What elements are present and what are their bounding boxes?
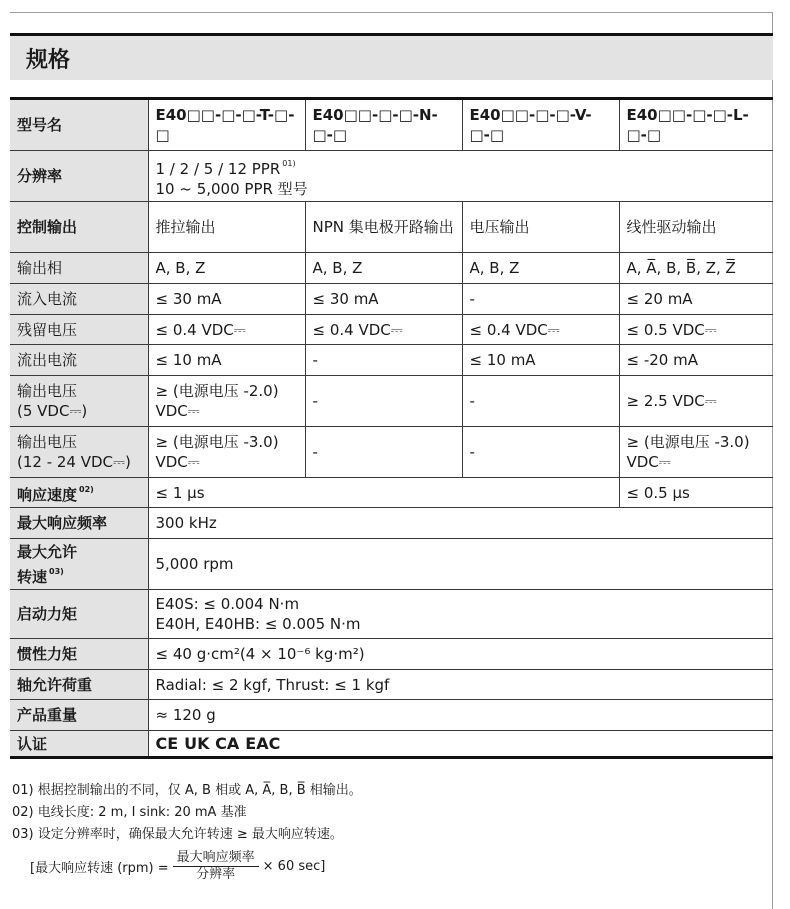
spec-row bbox=[10, 202, 773, 253]
spec-row bbox=[10, 99, 773, 151]
section-heading bbox=[10, 33, 773, 80]
spec-row bbox=[10, 508, 773, 539]
footnote-ref: 01) bbox=[282, 158, 296, 168]
spec-cell bbox=[148, 539, 773, 590]
row-label-text: 残留电压 bbox=[17, 320, 78, 339]
spec-cell bbox=[148, 700, 773, 731]
spec-cell bbox=[148, 427, 305, 478]
cell-text: - bbox=[312, 392, 318, 410]
section-title: 规格 bbox=[26, 48, 71, 73]
spec-cell bbox=[462, 284, 619, 315]
spec-cell bbox=[148, 508, 773, 539]
row-label bbox=[10, 427, 148, 478]
cell-text: ≤ 0.5 VDC⎓ bbox=[626, 320, 717, 339]
spec-cell bbox=[148, 639, 773, 670]
footnote: 01) 根据控制输出的不同，仅 A, B 相或 A, A̅, B, B̅ 相输出。 bbox=[12, 783, 362, 798]
spec-row bbox=[10, 539, 773, 590]
cell-text: - bbox=[469, 443, 475, 461]
spec-cell bbox=[462, 253, 619, 284]
spec-row bbox=[10, 478, 773, 508]
cell-text: E40□□-□-□-V-□-□ bbox=[469, 106, 592, 144]
row-label-text: 输出相 bbox=[17, 259, 63, 277]
spec-row bbox=[10, 315, 773, 345]
spec-cell bbox=[619, 345, 773, 376]
spec-cell bbox=[148, 151, 773, 202]
row-label-text: 控制输出 bbox=[17, 218, 78, 236]
cell-text: 线性驱动输出 bbox=[626, 218, 717, 236]
row-label bbox=[10, 590, 148, 639]
spec-cell bbox=[148, 99, 305, 151]
cell-text: A, B, Z bbox=[312, 259, 363, 277]
cell-text: ≤ 10 mA bbox=[155, 351, 222, 369]
cert-mark: UK CA bbox=[184, 733, 240, 753]
spec-cell bbox=[305, 315, 462, 345]
spec-cell bbox=[305, 202, 462, 253]
spec-cell bbox=[305, 253, 462, 284]
spec-cell bbox=[462, 427, 619, 478]
row-label bbox=[10, 670, 148, 700]
row-label bbox=[10, 539, 148, 590]
cell-text: ≥ (电源电压 -3.0) bbox=[155, 433, 279, 451]
cell-text: NPN 集电极开路输出 bbox=[312, 218, 454, 236]
spec-row bbox=[10, 151, 773, 202]
row-label bbox=[10, 315, 148, 345]
spec-row bbox=[10, 427, 773, 478]
spec-row bbox=[10, 670, 773, 700]
cell-text: E40□□-□-□-L-□-□ bbox=[626, 106, 749, 144]
cell-text: ≈ 120 g bbox=[155, 706, 216, 724]
row-label-text: 分辨率 bbox=[17, 167, 63, 185]
spec-cell bbox=[148, 670, 773, 700]
cell-text: A, B, Z bbox=[469, 259, 520, 277]
row-label-text: 输出电压 bbox=[17, 382, 78, 400]
cell-text: 300 kHz bbox=[155, 514, 217, 532]
spec-cell bbox=[462, 315, 619, 345]
spec-cell bbox=[305, 427, 462, 478]
cell-text: ≤ 0.4 VDC⎓ bbox=[155, 320, 246, 339]
spec-row bbox=[10, 590, 773, 639]
formula-left: [最大响应转速 (rpm) = bbox=[30, 861, 169, 876]
spec-cell bbox=[148, 202, 305, 253]
cell-text: 1 / 2 / 5 / 12 PPR bbox=[155, 159, 281, 178]
cell-text: 电压输出 bbox=[469, 218, 530, 236]
spec-cell bbox=[305, 284, 462, 315]
row-label bbox=[10, 639, 148, 670]
spec-cell bbox=[148, 376, 305, 427]
spec-cell bbox=[619, 315, 773, 345]
cell-text: ≥ (电源电压 -3.0) bbox=[626, 433, 750, 451]
footnote-ref: 03) bbox=[49, 566, 64, 576]
row-label bbox=[10, 151, 148, 202]
cell-text: ≤ 30 mA bbox=[155, 290, 222, 308]
row-label-text: 最大响应频率 bbox=[17, 514, 108, 532]
row-label-text: 输出电压 bbox=[17, 433, 78, 451]
spec-cell bbox=[619, 427, 773, 478]
cell-text: - bbox=[312, 351, 318, 369]
cell-text: ≤ 40 g·cm²(4 × 10⁻⁶ kg·m²) bbox=[155, 645, 365, 663]
spec-cell bbox=[619, 284, 773, 315]
cell-text: ≥ 2.5 VDC⎓ bbox=[626, 392, 717, 410]
row-label bbox=[10, 99, 148, 151]
spec-cell bbox=[305, 376, 462, 427]
cell-text: ≤ 1 μs bbox=[155, 483, 205, 502]
row-label bbox=[10, 284, 148, 315]
spec-cell bbox=[148, 345, 305, 376]
cell-text: E40□□-□-□-T-□-□ bbox=[155, 106, 295, 144]
cell-text: ≥ (电源电压 -2.0) bbox=[155, 382, 279, 400]
spec-cell bbox=[462, 345, 619, 376]
spec-row bbox=[10, 253, 773, 284]
cell-text: 推拉输出 bbox=[155, 218, 216, 236]
row-label bbox=[10, 202, 148, 253]
row-label-line2: (5 VDC⎓) bbox=[17, 402, 88, 420]
row-label bbox=[10, 478, 148, 508]
cell-text: ≤ 0.4 VDC⎓ bbox=[312, 320, 403, 339]
cell-text: E40S: ≤ 0.004 N·m bbox=[155, 595, 300, 613]
row-label bbox=[10, 345, 148, 376]
cert-mark: CE bbox=[155, 733, 179, 753]
formula-fraction bbox=[173, 850, 259, 883]
spec-cell bbox=[148, 731, 773, 758]
cell-text: ≤ 0.4 VDC⎓ bbox=[469, 320, 560, 339]
spec-cell bbox=[148, 253, 305, 284]
formula-right: × 60 sec] bbox=[262, 859, 326, 874]
row-label-line2: 转速 bbox=[17, 567, 48, 586]
row-label bbox=[10, 253, 148, 284]
spec-cell bbox=[305, 345, 462, 376]
row-label-text: 惯性力矩 bbox=[17, 645, 78, 663]
spec-cell bbox=[148, 478, 619, 508]
cell-text: ≤ 0.5 μs bbox=[626, 483, 690, 502]
row-label-text: 轴允许荷重 bbox=[17, 675, 93, 694]
row-label-text: 认证 bbox=[17, 734, 48, 753]
spec-cell bbox=[148, 284, 305, 315]
spec-cell bbox=[619, 478, 773, 508]
row-label-text: 流出电流 bbox=[17, 351, 78, 369]
row-label-text: 最大允许 bbox=[17, 542, 78, 561]
footnotes bbox=[12, 780, 772, 846]
spec-table bbox=[10, 97, 773, 759]
row-label-text: 启动力矩 bbox=[17, 605, 78, 623]
spec-cell bbox=[462, 376, 619, 427]
spec-cell bbox=[462, 99, 619, 151]
cell-text: - bbox=[312, 443, 318, 461]
cell-text: E40□□-□-□-N-□-□ bbox=[312, 106, 438, 144]
spec-cell bbox=[619, 253, 773, 284]
formula-numerator: 最大响应频率 bbox=[173, 850, 259, 867]
cert-mark: EAC bbox=[245, 733, 281, 753]
cell-text: - bbox=[469, 392, 475, 410]
spec-cell bbox=[148, 590, 773, 639]
speed-formula bbox=[30, 850, 325, 883]
row-label bbox=[10, 700, 148, 731]
cell-text-line2: E40H, E40HB: ≤ 0.005 N·m bbox=[155, 615, 361, 633]
spec-row bbox=[10, 731, 773, 758]
spec-cell bbox=[619, 376, 773, 427]
spec-cell bbox=[148, 315, 305, 345]
spec-cell bbox=[462, 202, 619, 253]
footnote: 03) 设定分辨率时，确保最大允许转速 ≥ 最大响应转速。 bbox=[12, 827, 343, 842]
spec-row bbox=[10, 345, 773, 376]
cell-text: ≤ -20 mA bbox=[626, 351, 698, 369]
cell-text: ≤ 10 mA bbox=[469, 351, 536, 369]
spec-cell bbox=[619, 202, 773, 253]
cell-text-line2: VDC⎓ bbox=[626, 453, 671, 471]
spec-cell bbox=[619, 99, 773, 151]
cell-text-line2: VDC⎓ bbox=[155, 402, 200, 420]
spec-cell bbox=[305, 99, 462, 151]
cell-text: 5,000 rpm bbox=[155, 555, 234, 573]
footnote-ref: 02) bbox=[79, 485, 94, 494]
cell-text-line2: 10 ~ 5,000 PPR 型号 bbox=[155, 179, 308, 198]
spec-row bbox=[10, 376, 773, 427]
row-label bbox=[10, 376, 148, 427]
row-label-text: 流入电流 bbox=[17, 290, 78, 308]
cell-text: A, B, Z bbox=[155, 259, 206, 277]
spec-row bbox=[10, 284, 773, 315]
spec-row bbox=[10, 700, 773, 731]
cell-text: - bbox=[469, 290, 475, 308]
cell-text: ≤ 30 mA bbox=[312, 290, 379, 308]
row-label bbox=[10, 508, 148, 539]
footnote: 02) 电线长度: 2 m, I sink: 20 mA 基准 bbox=[12, 805, 247, 820]
row-label bbox=[10, 731, 148, 758]
cell-text: ≤ 20 mA bbox=[626, 290, 693, 308]
cell-text: Radial: ≤ 2 kgf, Thrust: ≤ 1 kgf bbox=[155, 675, 390, 694]
cell-text: A, A̅, B, B̅, Z, Z̅ bbox=[626, 259, 736, 277]
row-label-text: 型号名 bbox=[17, 116, 63, 134]
spec-row bbox=[10, 639, 773, 670]
cell-text-line2: VDC⎓ bbox=[155, 453, 200, 471]
row-label-text: 产品重量 bbox=[17, 706, 78, 724]
row-label-line2: (12 - 24 VDC⎓) bbox=[17, 453, 131, 471]
row-label-text: 响应速度 bbox=[17, 486, 78, 504]
top-rule bbox=[10, 12, 773, 13]
formula-denominator: 分辨率 bbox=[196, 867, 236, 882]
